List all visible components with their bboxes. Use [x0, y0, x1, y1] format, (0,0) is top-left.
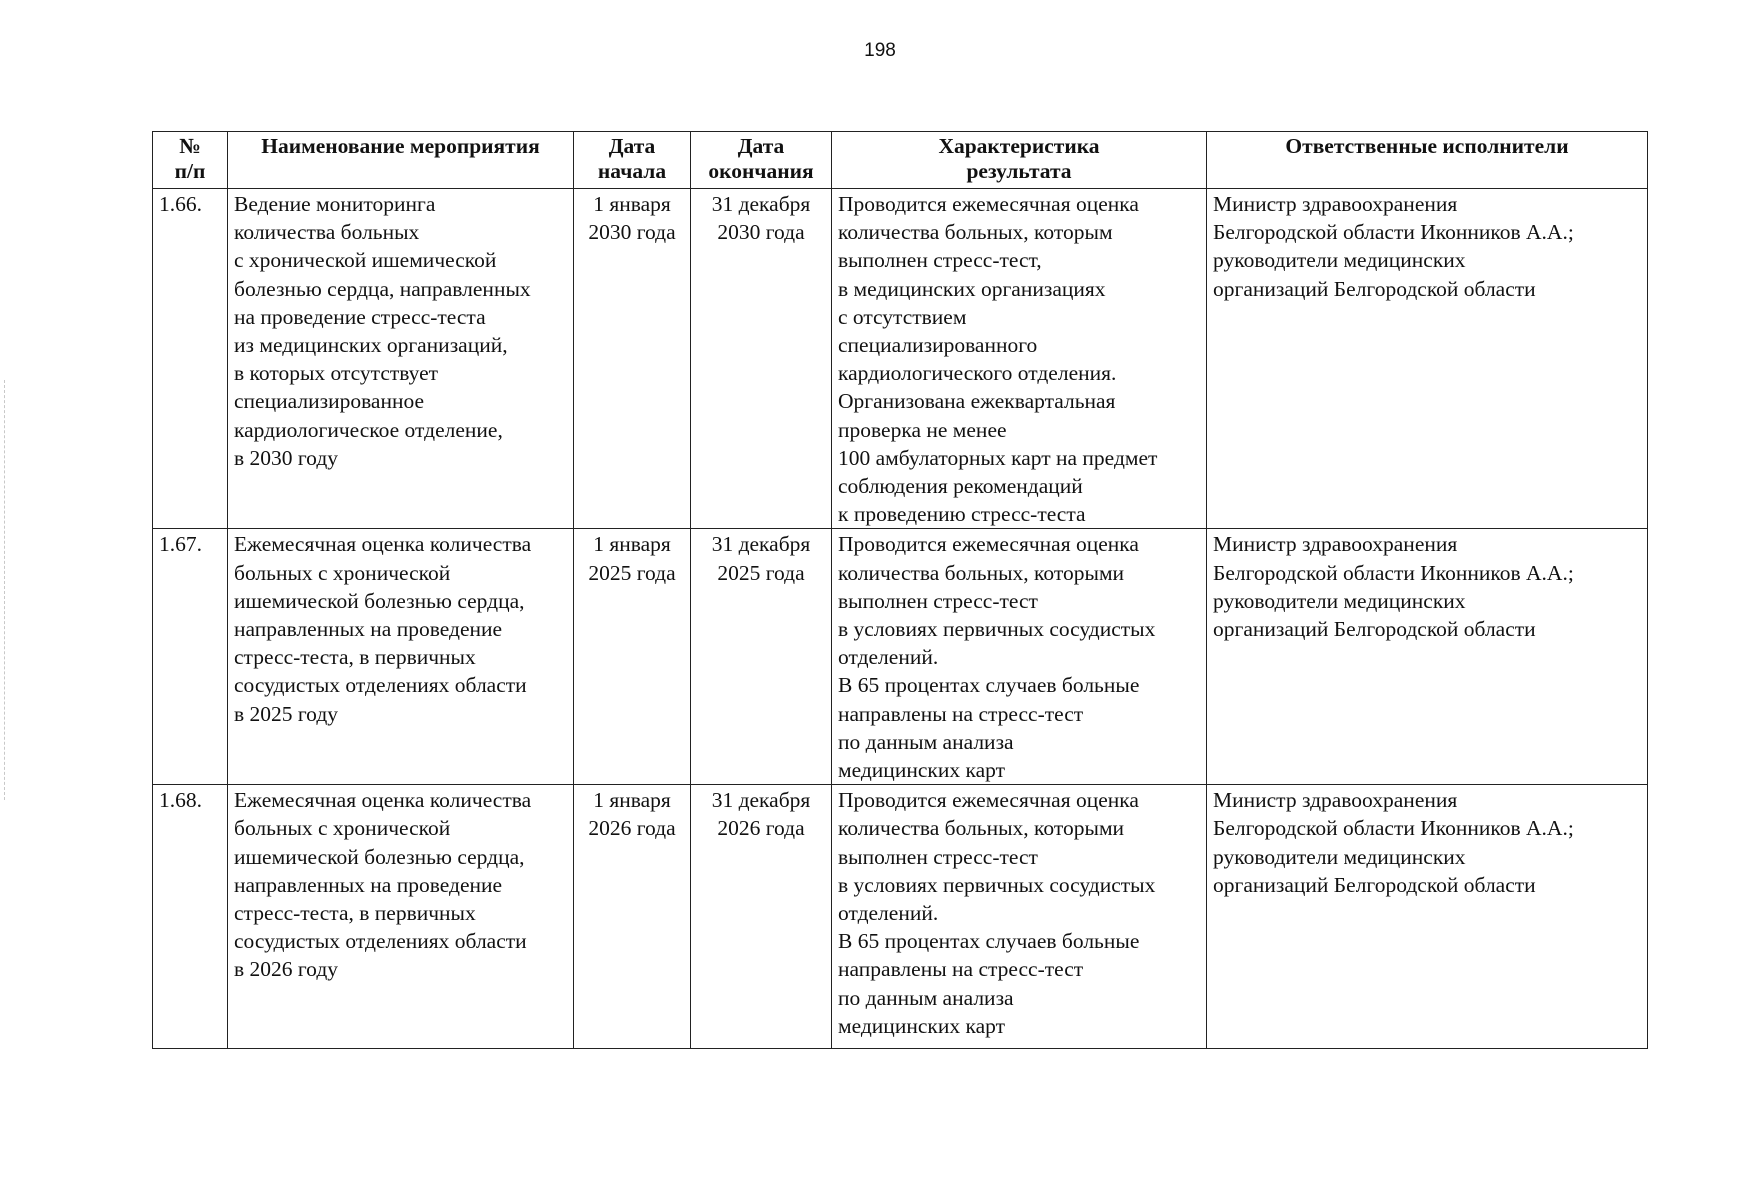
- cell-number: 1.66.: [153, 189, 228, 529]
- header-responsible: Ответственные исполнители: [1207, 132, 1648, 189]
- cell-end-date: 31 декабря 2026 года: [691, 785, 832, 1049]
- cell-end-date: 31 декабря 2030 года: [691, 189, 832, 529]
- header-end-date: Дата окончания: [691, 132, 832, 189]
- table-header-row: [153, 132, 1648, 189]
- cell-start-date: 1 января 2030 года: [574, 189, 691, 529]
- cell-number: 1.68.: [153, 785, 228, 1049]
- header-activity-name: Наименование мероприятия: [228, 132, 574, 189]
- scan-edge-mark: [4, 380, 6, 800]
- cell-end-date: 31 декабря 2025 года: [691, 529, 832, 785]
- activities-table: [152, 131, 1648, 1049]
- cell-result: Проводится ежемесячная оценка количества больных, которым выполнен стресс-тест, в медицинских организациях с отсутствием специализированного кардиологического отделения. Организована ежеквартальная проверка не менее 100 амбулаторных карт на предмет соблюдения рекомендаций к проведению стресс-теста: [832, 189, 1207, 529]
- cell-start-date: 1 января 2026 года: [574, 785, 691, 1049]
- header-number: № п/п: [153, 132, 228, 189]
- cell-start-date: 1 января 2025 года: [574, 529, 691, 785]
- page-number: 198: [864, 40, 896, 61]
- table-row: [153, 785, 1648, 1049]
- table-body: [153, 189, 1648, 1049]
- cell-activity-name: Ежемесячная оценка количества больных с хронической ишемической болезнью сердца, направленных на проведение стресс-теста, в первичных сосудистых отделениях области в 2026 году: [228, 785, 574, 1049]
- cell-activity-name: Ведение мониторинга количества больных с хронической ишемической болезнью сердца, направленных на проведение стресс-теста из медицинских организаций, в которых отсутствует специализированное кардиологическое отделение, в 2030 году: [228, 189, 574, 529]
- cell-responsible: Министр здравоохранения Белгородской области Иконников А.А.; руководители медицинских организаций Белгородской области: [1207, 529, 1648, 785]
- cell-result: Проводится ежемесячная оценка количества больных, которыми выполнен стресс-тест в условиях первичных сосудистых отделений. В 65 процентах случаев больные направлены на стресс-тест по данным анализа медицинских карт: [832, 785, 1207, 1049]
- header-result: Характеристика результата: [832, 132, 1207, 189]
- cell-responsible: Министр здравоохранения Белгородской области Иконников А.А.; руководители медицинских организаций Белгородской области: [1207, 785, 1648, 1049]
- cell-responsible: Министр здравоохранения Белгородской области Иконников А.А.; руководители медицинских организаций Белгородской области: [1207, 189, 1648, 529]
- table-row: [153, 189, 1648, 529]
- cell-number: 1.67.: [153, 529, 228, 785]
- table-row: [153, 529, 1648, 785]
- cell-activity-name: Ежемесячная оценка количества больных с хронической ишемической болезнью сердца, направленных на проведение стресс-теста, в первичных сосудистых отделениях области в 2025 году: [228, 529, 574, 785]
- cell-result: Проводится ежемесячная оценка количества больных, которыми выполнен стресс-тест в условиях первичных сосудистых отделений. В 65 процентах случаев больные направлены на стресс-тест по данным анализа медицинских карт: [832, 529, 1207, 785]
- header-start-date: Дата начала: [574, 132, 691, 189]
